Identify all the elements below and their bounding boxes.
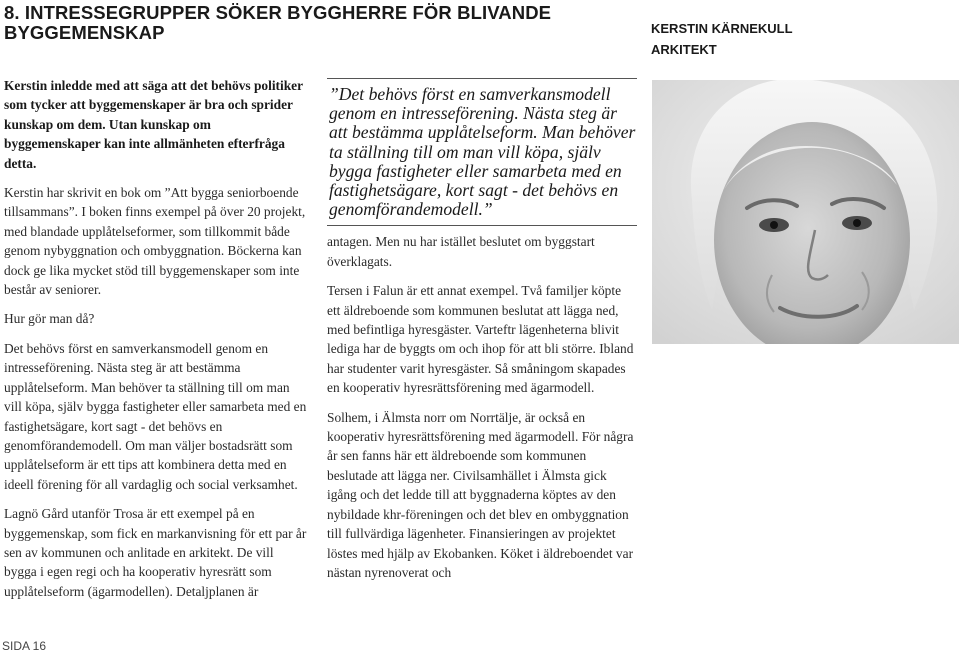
text-column-middle <box>327 78 637 592</box>
lead-paragraph: Kerstin inledde med att säga att det behövs politiker som tycker att byggemenskaper är bra och sprider kunskap om dem. Utan kunskap om byggemenskaper kan inte allmänheten efterfråga detta. <box>4 78 303 171</box>
page-title: 8. INTRESSEGRUPPER SÖKER BYGGHERRE FÖR BLIVANDE BYGGEMENSKAP <box>4 2 552 43</box>
body-paragraph: Det behövs först en samverkansmodell genom en intresseförening. Nästa steg är att bestämma upplåtelseform. Man behöver ta ställning till om man vill köpa, själv bygga fastigheter eller samarbeta med en fastighetsägare, kort sagt - det behövs en genomförandemodell. Om man väljer bostadsrätt som upplåtelseform är ett tips att kombinera detta med en ideell förening för all vardaglig och social verksamhet. <box>4 340 307 492</box>
body-paragraph: Kerstin har skrivit en bok om ”Att bygga seniorboende tillsammans”. I boken finns exempel på över 20 projekt, med blandade upplåtelseformer, som tillkommit både genom nybyggnation och ombyggnation. Böckerna kan dock ge lika mycket stöd till byggemenskaper som inte består av seniorer. <box>4 185 306 298</box>
byline-name: KERSTIN KÄRNEKULL <box>651 21 793 36</box>
body-paragraph: Hur gör man då? <box>4 311 95 327</box>
pull-quote: ”Det behövs först en samverkansmodell genom en intresseförening. Nästa steg är att bestämma upplåtelseform. Man behöver ta ställning till om man vill köpa, själv bygga fastigheter eller samarbeta med en fastighetsägare, kort sagt - det behövs en genomförandemodell.” <box>327 78 637 226</box>
page-number: SIDA 16 <box>2 639 47 653</box>
portrait-photo <box>652 80 959 344</box>
body-paragraph: antagen. Men nu har istället beslutet om byggstart överklagats. <box>327 234 595 269</box>
body-paragraph: Lagnö Gård utanför Trosa är ett exempel på en byggemenskap, som fick en markanvisning för ett par år sen av kommunen och anlitade en arkitekt. De vill bygga i egen regi och ha kooperativ hyresrätt som upplåtelseform (ägarmodellen). Detaljplanen är <box>4 506 307 599</box>
body-paragraph: Tersen i Falun är ett annat exempel. Två familjer köpte ett äldreboende som kommunen beslutat att lägga ned, med befintliga hyresgäster. Varteftr lägenheterna blivit lediga har de byggts om och ihop för att bli större. Ibland har studenter varit hyresgäster. Så småningom skapades en kooperativ hyresrättsförening med ägarmodell. <box>327 283 634 396</box>
text-column-left <box>4 76 308 611</box>
byline <box>651 18 793 60</box>
byline-role: ARKITEKT <box>651 42 717 57</box>
portrait-illustration <box>652 80 959 344</box>
body-paragraph: Solhem, i Älmsta norr om Norrtälje, är också en kooperativ hyresrättsförening med ägarmodell. För några år sen fanns här ett äldreboende som kommunen beslutade att lägga ner. Civilsamhället i Älmsta gick igång och det ledde till att byggnaderna köptes av den nybildade khr-föreningen och det blev en ombyggnation till fullvärdiga lägenheter. Finansieringen av projektet löstes med hjälp av Ekobanken. Köket i äldreboendet var nästan nyrenoverat och <box>327 409 634 580</box>
